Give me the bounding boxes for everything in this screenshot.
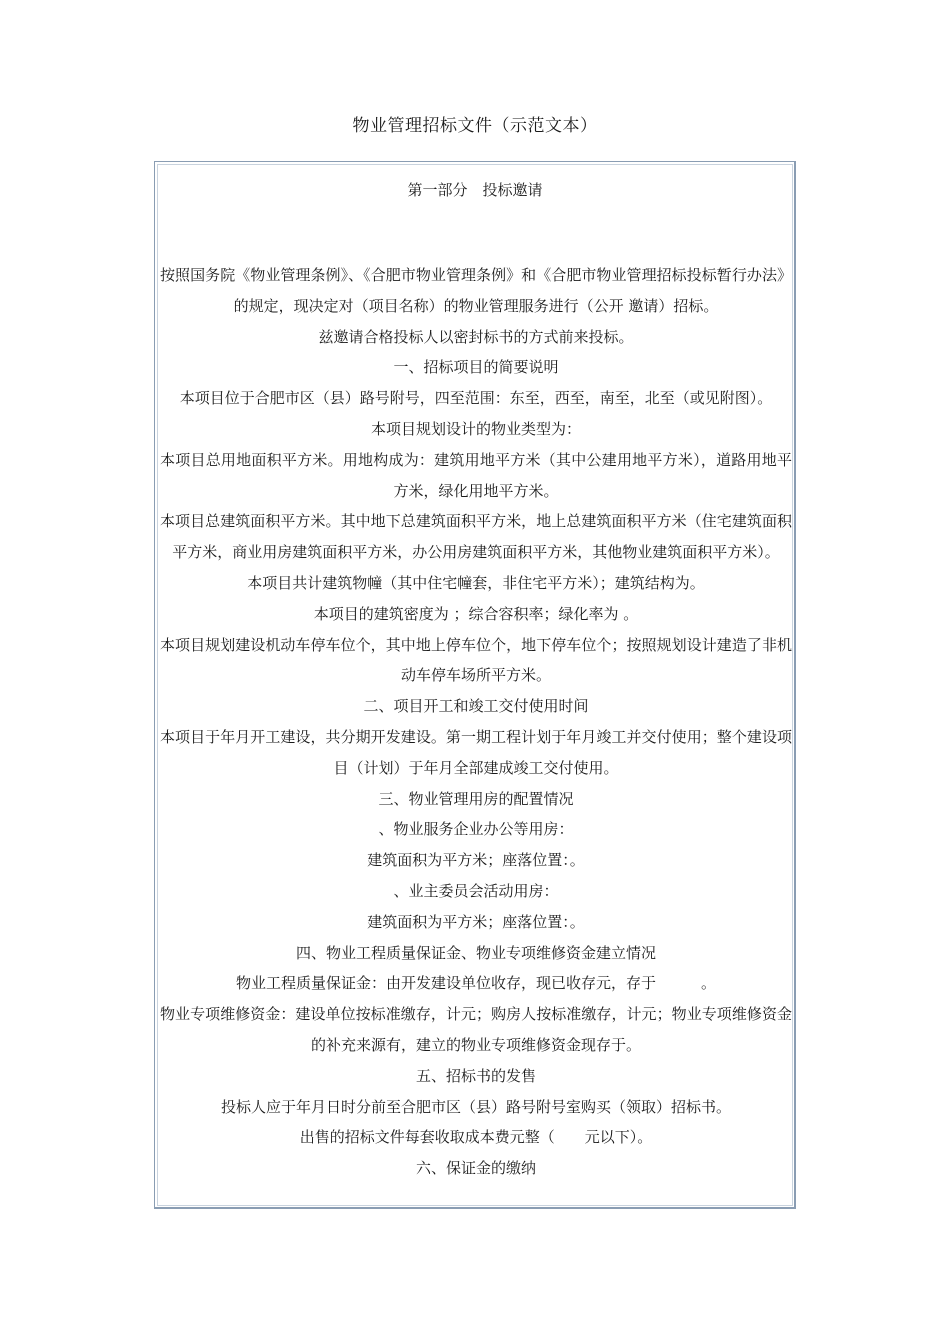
paragraph-location: 本项目位于合肥市区（县）路号附号，四至范围：东至，西至，南至，北至（或见附图）。	[179, 389, 773, 408]
paragraph-property-type: 本项目规划设计的物业类型为：	[370, 419, 581, 438]
paragraph-office-area: 建筑面积为平方米；座落位置：。	[367, 851, 585, 870]
heading-project-summary: 一、招标项目的简要说明	[393, 358, 559, 377]
paragraph-purchase: 投标人应于年月日时分前至合肥市区（县）路号附号室购买（领取）招标书。	[220, 1097, 731, 1116]
heading-deposit: 六、保证金的缴纳	[415, 1159, 536, 1178]
document-title: 物业管理招标文件（示范文本）	[352, 116, 598, 136]
heading-tender-sale: 五、招标书的发售	[415, 1066, 536, 1085]
paragraph-intro: 按照国务院《物业管理条例》、《合肥市物业管理条例》和《合肥市物业管理招标投标暂行办法》的规定，现决定对（项目名称）的物业管理服务进行（公开 邀请）招标。	[160, 266, 792, 315]
paragraph-building-area: 本项目总建筑面积平方米。其中地下总建筑面积平方米，地上总建筑面积平方米（住宅建筑面积平方米，商业用房建筑面积平方米，办公用房建筑面积平方米，其他物业建筑面积平方米）。	[160, 512, 792, 562]
section-heading: 第一部分 投标邀请	[407, 181, 543, 199]
paragraph-building-count: 本项目共计建筑物幢（其中住宅幢套，非住宅平方米）；建筑结构为。	[247, 573, 705, 592]
paragraph-fee: 出售的招标文件每套收取成本费元整（ 元以下）。	[299, 1128, 653, 1147]
paragraph-committee-rooms: 、业主委员会活动用房：	[393, 881, 559, 900]
paragraph-quality-deposit: 物业工程质量保证金：由开发建设单位收存，现已收存元，存于 。	[235, 974, 716, 993]
heading-schedule: 二、项目开工和竣工交付使用时间	[363, 697, 589, 716]
paragraph-density: 本项目的建筑密度为 ；综合容积率；绿化率为 。	[313, 604, 639, 623]
heading-management-rooms: 三、物业管理用房的配置情况	[378, 789, 574, 808]
paragraph-committee-area: 建筑面积为平方米；座落位置：。	[367, 912, 585, 931]
paragraph-maintenance-fund: 物业专项维修资金：建设单位按标准缴存，计元；购房人按标准缴存，计元；物业专项维修资金的补充来源有，建立的物业专项维修资金现存于。	[160, 1005, 792, 1054]
paragraph-land-area: 本项目总用地面积平方米。用地构成为：建筑用地平方米（其中公建用地平方米），道路用地平方米，绿化用地平方米。	[160, 450, 792, 500]
body-text	[160, 260, 792, 1184]
paragraph-schedule: 本项目于年月开工建设，共分期开发建设。第一期工程计划于年月竣工并交付使用；整个建设项目（计划）于年月全部建成竣工交付使用。	[160, 727, 792, 777]
paragraph-office-rooms: 、物业服务企业办公等用房：	[378, 820, 574, 839]
paragraph-parking: 本项目规划建设机动车停车位个，其中地上停车位个，地下停车位个；按照规划设计建造了非机动车停车场所平方米。	[160, 635, 792, 685]
paragraph-invitation: 兹邀请合格投标人以密封标书的方式前来投标。	[318, 327, 634, 346]
heading-funds: 四、物业工程质量保证金、物业专项维修资金建立情况	[295, 943, 656, 962]
